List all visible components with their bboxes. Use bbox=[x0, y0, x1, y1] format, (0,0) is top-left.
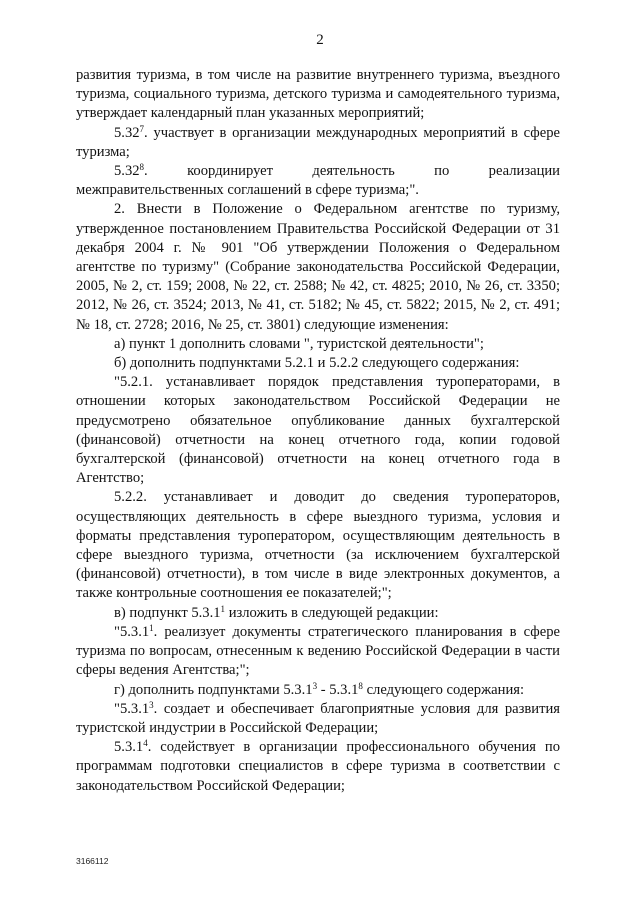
paragraph-5-3-1-4 bbox=[76, 738, 560, 796]
item-text: . реализует документы стратегического планирования в сфере туризма по вопросам, отнесенным к ведению Российской Федерации в части сферы ведения Агентства;"; bbox=[76, 623, 560, 679]
superscript: 1 bbox=[220, 603, 226, 614]
item-text: следующего содержания: bbox=[362, 681, 525, 698]
paragraph-5-32-7 bbox=[76, 124, 560, 162]
superscript: 7 bbox=[139, 123, 145, 134]
item-text: - 5.3.1 bbox=[317, 681, 359, 698]
paragraph-item-g bbox=[76, 681, 560, 700]
superscript: 3 bbox=[312, 680, 318, 691]
paragraph-5-32-8 bbox=[76, 162, 560, 200]
paragraph: развития туризма, в том числе на развитие внутреннего туризма, въездного туризма, социального туризма, детского туризма и самодеятельного туризма, утверждает календарный план указанных мероприятий; bbox=[76, 67, 560, 122]
item-number: 5.32 bbox=[114, 124, 140, 141]
paragraph-item-2: 2. Внести в Положение о Федеральном агентстве по туризму, утвержденное постановлением Правительства Российской Федерации от 31 декабря 2004 г. № 901 "Об утверждении Положения о Федеральном агентстве по туризму" (Собрание законодательства Российской Федерации, 2005, № 2, ст. 159; 2008, № 22, ст. 2588; № 42, ст. 4825; 2010, № 26, ст. 3350; 2012, № 26, ст. 3524; 2013, № 41, ст. 5182; № 45, ст. 5822; 2015, № 2, ст. 491; № 18, ст. 2728; 2016, № 25, ст. 3801) следующие изменения: bbox=[76, 201, 560, 333]
superscript: 3 bbox=[149, 699, 154, 710]
paragraph-5-3-1-3 bbox=[76, 700, 560, 738]
superscript: 4 bbox=[143, 738, 148, 749]
item-text: . участвует в организации международных мероприятий в сфере туризма; bbox=[76, 124, 560, 160]
item-number: "5.3.1 bbox=[114, 623, 150, 640]
item-text: изложить в следующей редакции: bbox=[225, 604, 439, 621]
paragraph-item-a: а) пункт 1 дополнить словами ", туристской деятельности"; bbox=[114, 335, 484, 352]
document-code: 3166112 bbox=[76, 856, 109, 866]
item-text: . содействует в организации профессионального обучения по программам подготовки специалистов в сфере туризма в соответствии с законодательством Российской Федерации; bbox=[76, 739, 560, 794]
item-number: 5.3.1 bbox=[114, 739, 144, 756]
superscript: 8 bbox=[358, 680, 363, 691]
item-text: г) дополнить подпунктами 5.3.1 bbox=[114, 681, 313, 698]
item-number: 5.32 bbox=[114, 163, 140, 180]
item-number: "5.3.1 bbox=[114, 700, 150, 717]
paragraph-item-v bbox=[76, 604, 560, 623]
superscript: 1 bbox=[149, 622, 154, 633]
document-body bbox=[76, 66, 560, 796]
superscript: 8 bbox=[139, 162, 145, 173]
paragraph-5-2-2: 5.2.2. устанавливает и доводит до сведения туроператоров, осуществляющих деятельность в сфере выездного туризма, условия и форматы представления туроператором, осуществляющим деятельность в сфере выездного туризма, отчетности (за исключением бухгалтерской (финансовой) отчетности), в том числе в виде электронных документов, а также контрольные соотношения ее показателей;"; bbox=[76, 489, 560, 602]
item-text: . создает и обеспечивает благоприятные условия для развития туристской индустрии в Российской Федерации; bbox=[76, 700, 560, 736]
item-text: . координирует деятельность по реализации межправительственных соглашений в сфере туризма;". bbox=[76, 163, 560, 199]
item-text: в) подпункт 5.3.1 bbox=[114, 604, 221, 621]
paragraph-5-2-1: "5.2.1. устанавливает порядок представления туроператорами, в отношении которых законодательством Российской Федерации не предусмотрено обязательное опубликование данных бухгалтерской (финансовой) отчетности на конец отчетного года, копии годовой бухгалтерской (финансовой) отчетности на конец отчетного года в Агентство; bbox=[76, 374, 560, 487]
paragraph-5-3-1-1 bbox=[76, 623, 560, 681]
paragraph-item-b: б) дополнить подпунктами 5.2.1 и 5.2.2 следующего содержания: bbox=[114, 355, 520, 372]
page-number: 2 bbox=[316, 32, 324, 48]
